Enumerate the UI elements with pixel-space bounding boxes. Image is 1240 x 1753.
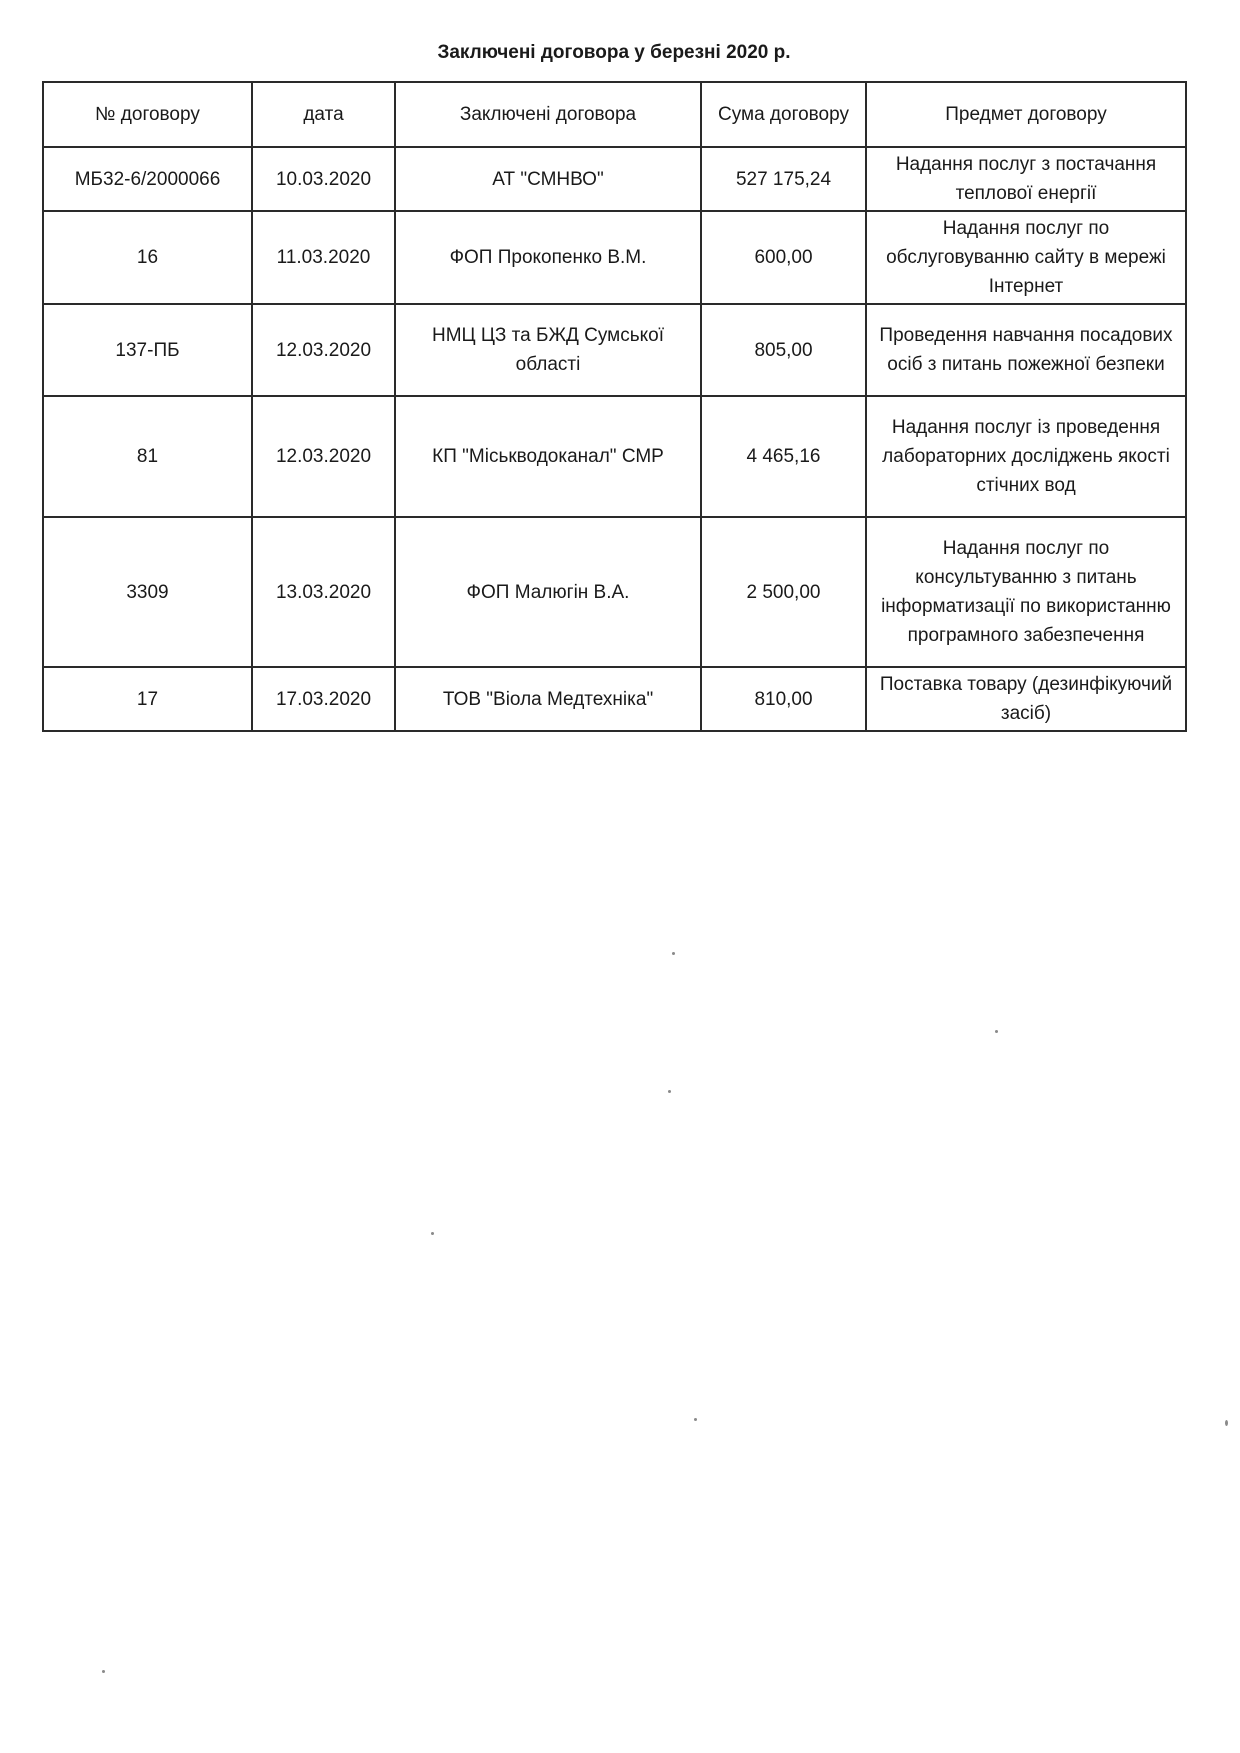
- table-row: [43, 147, 1186, 211]
- header-counterparty: Заключені договора: [395, 82, 701, 147]
- table-row: [43, 396, 1186, 517]
- cell-contract-number: 3309: [43, 517, 252, 667]
- table-row: [43, 667, 1186, 731]
- cell-amount: 2 500,00: [701, 517, 866, 667]
- cell-counterparty: ФОП Прокопенко В.М.: [395, 211, 701, 304]
- cell-contract-number: 16: [43, 211, 252, 304]
- cell-contract-number: 81: [43, 396, 252, 517]
- cell-date: 13.03.2020: [252, 517, 395, 667]
- cell-amount: 600,00: [701, 211, 866, 304]
- cell-amount: 810,00: [701, 667, 866, 731]
- cell-amount: 4 465,16: [701, 396, 866, 517]
- cell-subject: Надання послуг по обслуговуванню сайту в мережі Інтернет: [866, 211, 1186, 304]
- scan-speck: [672, 952, 675, 955]
- cell-date: 17.03.2020: [252, 667, 395, 731]
- scan-speck: [431, 1232, 434, 1235]
- cell-subject: Надання послуг з постачання теплової енергії: [866, 147, 1186, 211]
- header-subject: Предмет договору: [866, 82, 1186, 147]
- table-row: [43, 517, 1186, 667]
- header-contract-number: № договору: [43, 82, 252, 147]
- header-date: дата: [252, 82, 395, 147]
- cell-date: 11.03.2020: [252, 211, 395, 304]
- cell-counterparty: ТОВ "Віола Медтехніка": [395, 667, 701, 731]
- contracts-table: [42, 81, 1187, 732]
- table-row: [43, 211, 1186, 304]
- table-row: [43, 304, 1186, 396]
- cell-subject: Проведення навчання посадових осіб з питань пожежної безпеки: [866, 304, 1186, 396]
- cell-subject: Надання послуг по консультуванню з питань інформатизації по використанню програмного забезпечення: [866, 517, 1186, 667]
- cell-date: 12.03.2020: [252, 396, 395, 517]
- cell-counterparty: АТ "СМНВО": [395, 147, 701, 211]
- scan-speck: [102, 1670, 105, 1673]
- cell-amount: 805,00: [701, 304, 866, 396]
- scan-speck: [694, 1418, 697, 1421]
- cell-counterparty: ФОП Малюгін В.А.: [395, 517, 701, 667]
- cell-counterparty: НМЦ ЦЗ та БЖД Сумської області: [395, 304, 701, 396]
- cell-contract-number: МБ32-6/2000066: [43, 147, 252, 211]
- cell-date: 12.03.2020: [252, 304, 395, 396]
- table-header-row: [43, 82, 1186, 147]
- cell-contract-number: 17: [43, 667, 252, 731]
- cell-date: 10.03.2020: [252, 147, 395, 211]
- header-amount: Сума договору: [701, 82, 866, 147]
- scan-speck: [995, 1030, 998, 1033]
- cell-subject: Надання послуг із проведення лабораторних досліджень якості стічних вод: [866, 396, 1186, 517]
- scan-speck: [668, 1090, 671, 1093]
- page-title: Заключені договора у березні 2020 р.: [437, 42, 791, 63]
- cell-amount: 527 175,24: [701, 147, 866, 211]
- scan-speck: [1225, 1420, 1228, 1426]
- cell-subject: Поставка товару (дезинфікуючий засіб): [866, 667, 1186, 731]
- cell-counterparty: КП "Міськводоканал" СМР: [395, 396, 701, 517]
- cell-contract-number: 137-ПБ: [43, 304, 252, 396]
